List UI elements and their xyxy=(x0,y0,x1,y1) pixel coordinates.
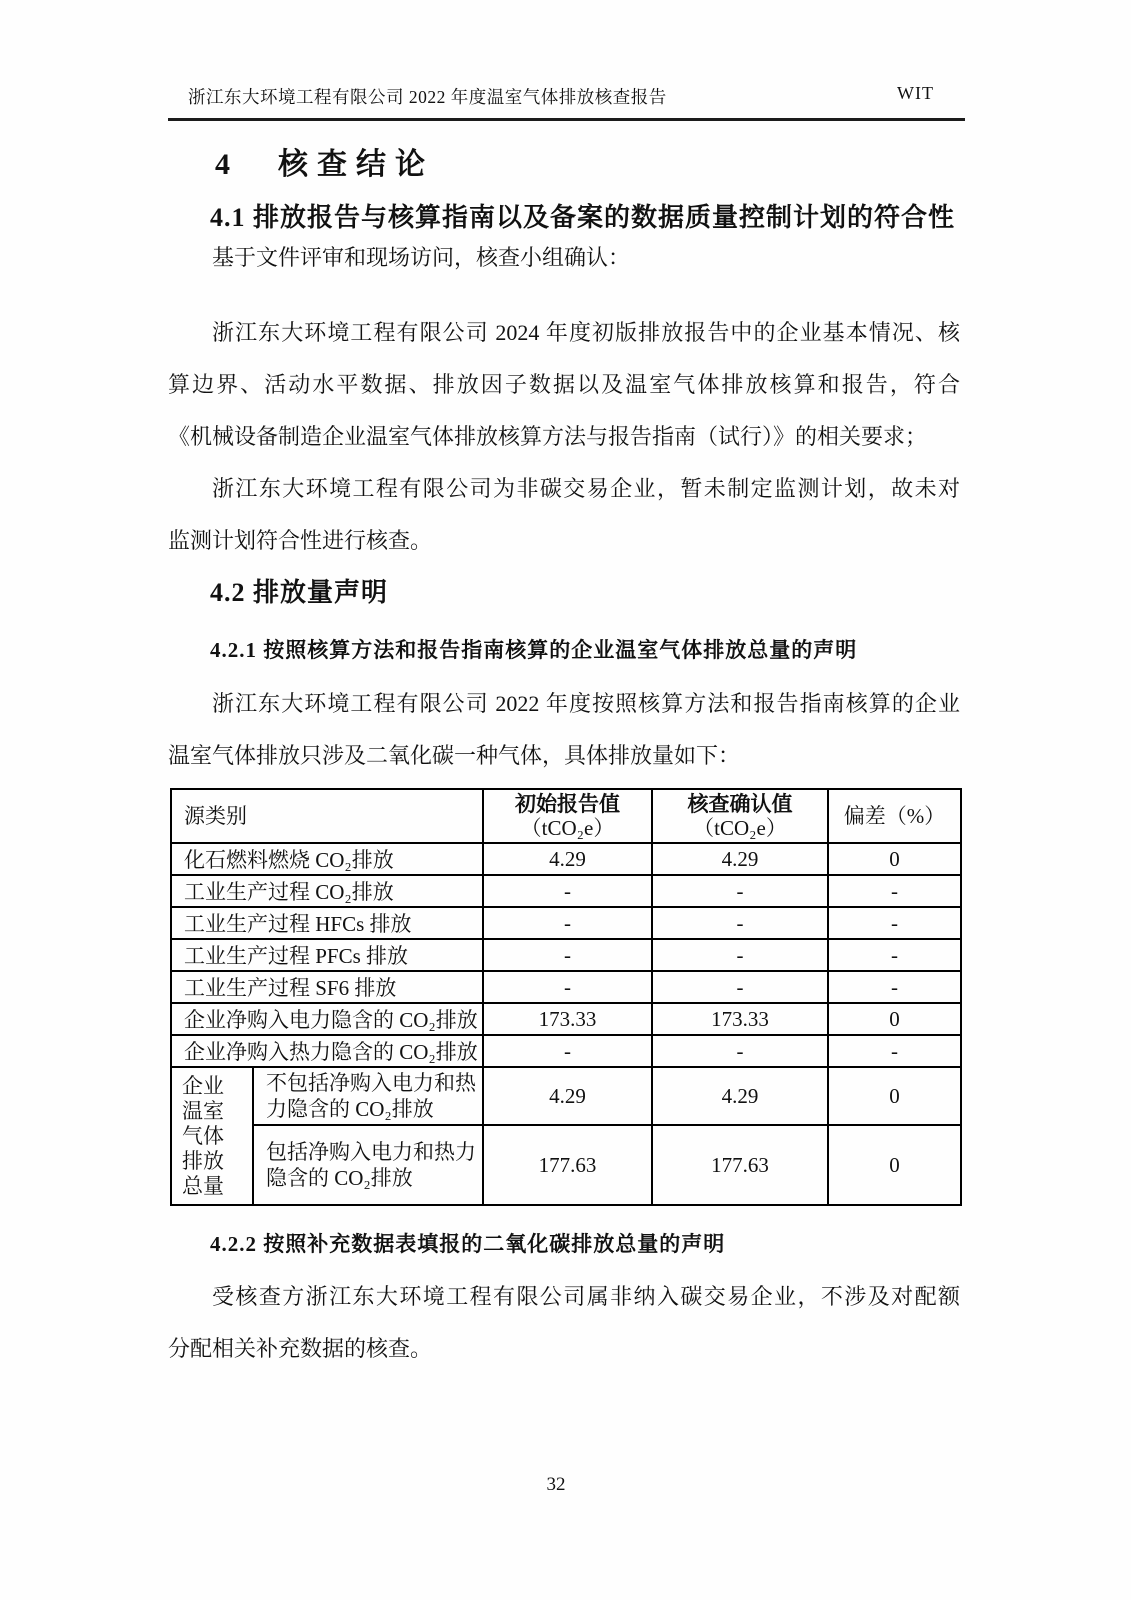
cell-source: 工业生产过程 SF6 排放 xyxy=(171,971,483,1003)
cell-deviation: - xyxy=(828,971,961,1003)
cell-source: 包括净购入电力和热力隐含的 CO₂排放 xyxy=(253,1125,483,1205)
table-row-purchased-heat xyxy=(171,1035,961,1067)
col-header-source: 源类别 xyxy=(171,789,483,843)
paragraph-line: 浙江东大环境工程有限公司为非碳交易企业，暂未制定监测计划，故未对 xyxy=(212,476,960,501)
cell-initial: - xyxy=(483,971,652,1003)
table-row-fossil-fuel xyxy=(171,843,961,875)
heading-section-4-2-1: 4.2.1 按照核算方法和报告指南核算的企业温室气体排放总量的声明 xyxy=(210,638,858,662)
table-row-purchased-electricity xyxy=(171,1003,961,1035)
paragraph-line: 浙江东大环境工程有限公司 2022 年度按照核算方法和报告指南核算的企业 xyxy=(212,691,960,716)
table-row-process-pfcs xyxy=(171,939,961,971)
header-doc-title: 浙江东大环境工程有限公司 2022 年度温室气体排放核查报告 xyxy=(188,87,667,107)
heading-section-4-2-2: 4.2.2 按照补充数据表填报的二氧化碳排放总量的声明 xyxy=(210,1232,726,1256)
emissions-table xyxy=(170,788,962,1206)
cell-initial: - xyxy=(483,907,652,939)
cell-deviation: - xyxy=(828,1035,961,1067)
cell-deviation: 0 xyxy=(828,843,961,875)
cell-initial: - xyxy=(483,939,652,971)
paragraph-line: 温室气体排放只涉及二氧化碳一种气体，具体排放量如下： xyxy=(168,743,741,768)
cell-verified: 177.63 xyxy=(652,1125,828,1205)
cell-source: 工业生产过程 CO₂排放 xyxy=(171,875,483,907)
cell-verified: 4.29 xyxy=(652,1067,828,1125)
cell-deviation: - xyxy=(828,907,961,939)
cell-initial: 4.29 xyxy=(483,843,652,875)
heading-section-4: 4 核查结论 xyxy=(215,148,434,181)
cell-total-group-label: 企业温室气体排放总量 xyxy=(171,1067,253,1205)
table-row-process-hfcs xyxy=(171,907,961,939)
paragraph-line: 监测计划符合性进行核查。 xyxy=(168,528,433,553)
table-header-row xyxy=(171,789,961,843)
cell-deviation: 0 xyxy=(828,1067,961,1125)
cell-source: 企业净购入热力隐含的 CO₂排放 xyxy=(171,1035,483,1067)
col-header-verified-label: 核查确认值 xyxy=(687,792,793,816)
cell-initial: 177.63 xyxy=(483,1125,652,1205)
col-header-verified xyxy=(652,789,828,843)
heading-section-4-2: 4.2 排放量声明 xyxy=(210,578,389,607)
paragraph-line: 分配相关补充数据的核查。 xyxy=(168,1336,433,1361)
cell-deviation: - xyxy=(828,875,961,907)
paragraph-line: 《机械设备制造企业温室气体排放核算方法与报告指南（试行）》的相关要求； xyxy=(168,424,928,449)
cell-initial: - xyxy=(483,875,652,907)
cell-deviation: 0 xyxy=(828,1125,961,1205)
paragraph-confirmation xyxy=(168,232,960,284)
cell-deviation: 0 xyxy=(828,1003,961,1035)
paragraph-line: 受核查方浙江东大环境工程有限公司属非纳入碳交易企业，不涉及对配额 xyxy=(212,1284,960,1309)
col-header-verified-unit: （tCO₂e） xyxy=(693,816,787,840)
cell-source: 不包括净购入电力和热力隐含的 CO₂排放 xyxy=(253,1067,483,1125)
col-header-initial-label: 初始报告值 xyxy=(515,792,620,816)
table-row-total-including xyxy=(171,1125,961,1205)
cell-source: 企业净购入电力隐含的 CO₂排放 xyxy=(171,1003,483,1035)
col-header-deviation: 偏差（%） xyxy=(828,789,961,843)
cell-verified: - xyxy=(652,907,828,939)
cell-initial: - xyxy=(483,1035,652,1067)
cell-deviation: - xyxy=(828,939,961,971)
table-row-process-co2 xyxy=(171,875,961,907)
table-row-total-excluding xyxy=(171,1067,961,1125)
header-rule xyxy=(168,118,965,121)
paragraph-line: 算边界、活动水平数据、排放因子数据以及温室气体排放核算和报告，符合 xyxy=(168,372,960,397)
cell-initial: 173.33 xyxy=(483,1003,652,1035)
cell-verified: - xyxy=(652,971,828,1003)
heading-section-4-1: 4.1 排放报告与核算指南以及备案的数据质量控制计划的符合性 xyxy=(210,203,956,232)
page-number: 32 xyxy=(546,1474,566,1495)
paragraph-line: 浙江东大环境工程有限公司 2024 年度初版排放报告中的企业基本情况、核 xyxy=(212,320,960,345)
col-header-initial xyxy=(483,789,652,843)
cell-verified: - xyxy=(652,939,828,971)
cell-source: 工业生产过程 PFCs 排放 xyxy=(171,939,483,971)
paragraph-line: 基于文件评审和现场访问，核查小组确认： xyxy=(212,245,631,270)
table-row-process-sf6 xyxy=(171,971,961,1003)
cell-verified: 4.29 xyxy=(652,843,828,875)
col-header-initial-unit: （tCO₂e） xyxy=(520,816,615,840)
paragraph-supplementary-data xyxy=(168,1271,960,1375)
cell-verified: - xyxy=(652,1035,828,1067)
paragraph-emission-intro xyxy=(168,678,960,782)
cell-verified: - xyxy=(652,875,828,907)
cell-verified: 173.33 xyxy=(652,1003,828,1035)
cell-initial: 4.29 xyxy=(483,1067,652,1125)
cell-source: 工业生产过程 HFCs 排放 xyxy=(171,907,483,939)
cell-source: 化石燃料燃烧 CO₂排放 xyxy=(171,843,483,875)
paragraph-monitoring-plan xyxy=(168,463,960,567)
paragraph-report-compliance xyxy=(168,307,960,463)
header-org-mark: WIT xyxy=(897,83,934,103)
